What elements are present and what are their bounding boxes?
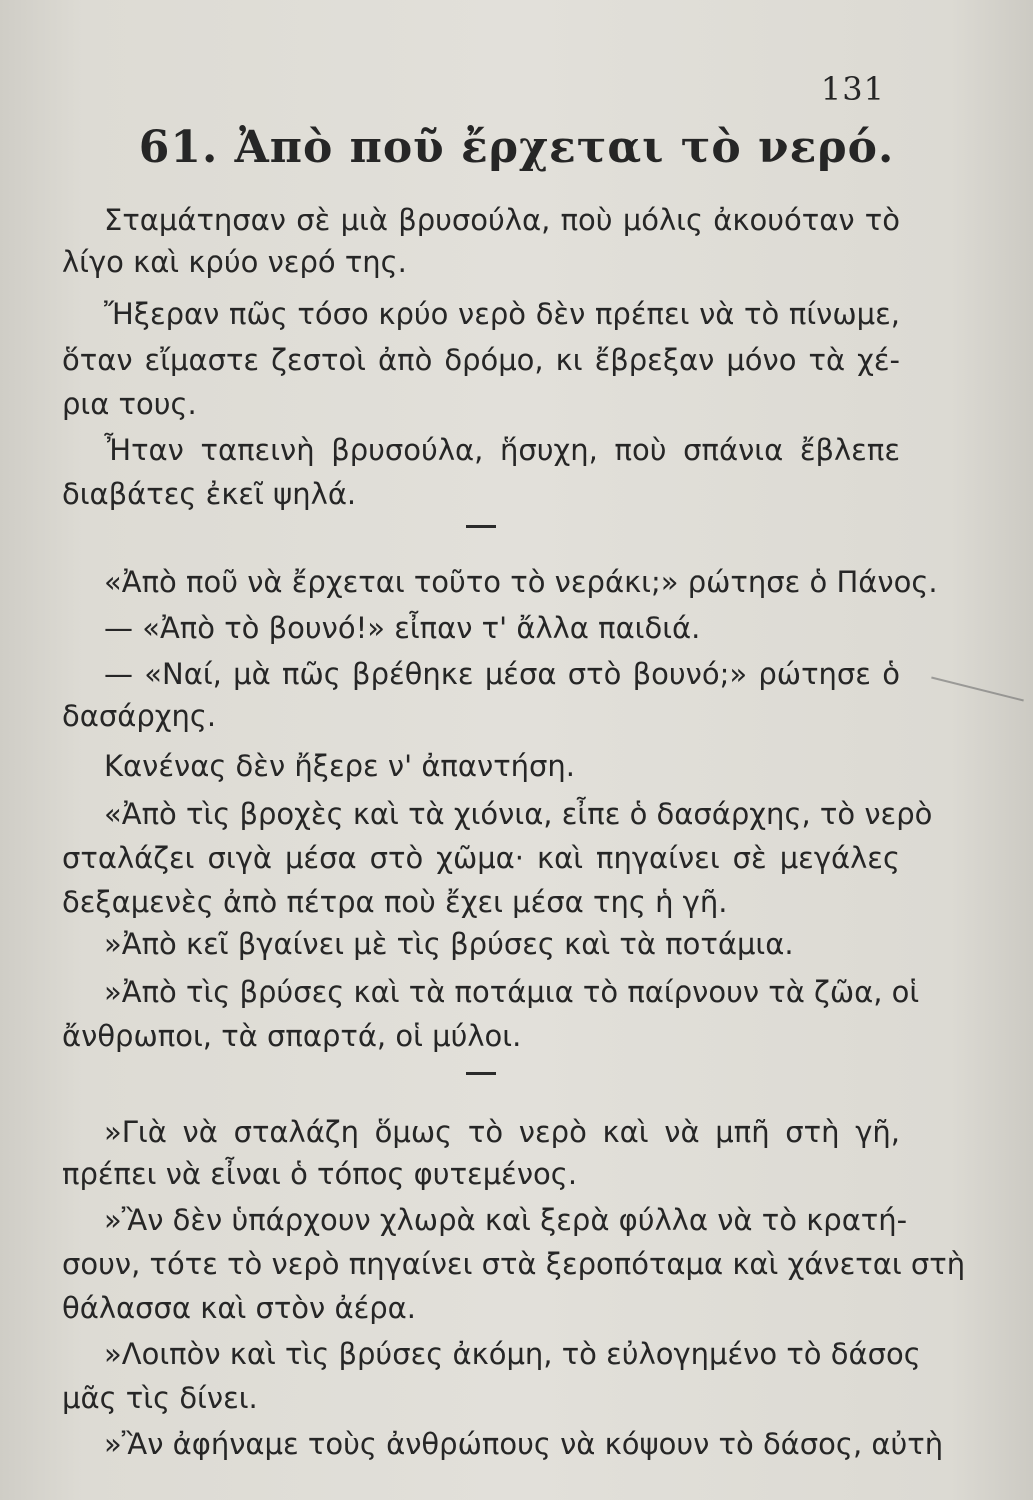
page-number: 131 [820,70,885,108]
text-line: Κανένας δὲν ἤξερε ν' ἀπαντήση. [104,749,576,783]
text-line: Σταμάτησαν σὲ μιὰ βρυσούλα, ποὺ μόλις ἀκουόταν τὸ [104,203,900,237]
text-line: Ἦταν ταπεινὴ βρυσούλα, ἥσυχη, ποὺ σπάνια ἔβλεπε [104,433,900,467]
text-line: διαβάτες ἐκεῖ ψηλά. [62,477,357,511]
chapter-heading: 61. Ἀπὸ ποῦ ἔρχεται τὸ νερό. [138,122,895,173]
text-line: »Γιὰ νὰ σταλάζη ὅμως τὸ νερὸ καὶ νὰ μπῆ στὴ γῆ, [104,1115,900,1149]
section-divider [466,525,496,528]
text-line: μᾶς τὶς δίνει. [62,1381,258,1415]
text-line: θάλασσα καὶ στὸν ἀέρα. [62,1291,417,1325]
text-line: »Ἀπὸ κεῖ βγαίνει μὲ τὶς βρύσες καὶ τὰ ποτάμια. [104,927,794,961]
text-line: — «Ναί, μὰ πῶς βρέθηκε μέσα στὸ βουνό;» ρώτησε ὁ [104,657,900,691]
section-divider [466,1072,496,1075]
text-line: σταλάζει σιγὰ μέσα στὸ χῶμα· καὶ πηγαίνει σὲ μεγάλες [62,841,900,875]
text-line: »Ἀπὸ τὶς βρύσες καὶ τὰ ποτάμια τὸ παίρνουν τὰ ζῶα, οἱ [104,975,920,1009]
text-line: Ἤξεραν πῶς τόσο κρύο νερὸ δὲν πρέπει νὰ τὸ πίνωμε, [104,297,900,331]
page-scratch-mark [931,677,1024,702]
text-line: »Λοιπὸν καὶ τὶς βρύσες ἀκόμη, τὸ εὐλογημένο τὸ δάσος [104,1337,921,1371]
text-line: »Ἂν ἀφήναμε τοὺς ἀνθρώπους νὰ κόψουν τὸ δάσος, αὐτὴ [104,1427,944,1461]
text-line: «Ἀπὸ ποῦ νὰ ἔρχεται τοῦτο τὸ νεράκι;» ρώτησε ὁ Πάνος. [104,565,938,599]
text-line: δασάρχης. [62,699,217,733]
text-line: δεξαμενὲς ἀπὸ πέτρα ποὺ ἔχει μέσα της ἡ γῆ. [62,885,728,919]
text-line: σουν, τότε τὸ νερὸ πηγαίνει στὰ ξεροπόταμα καὶ χάνεται στὴ [62,1247,966,1281]
text-line: λίγο καὶ κρύο νερό της. [62,245,407,279]
text-line: ἄνθρωποι, τὰ σπαρτά, οἱ μύλοι. [62,1019,522,1053]
text-line: — «Ἀπὸ τὸ βουνό!» εἶπαν τ' ἄλλα παιδιά. [104,611,701,645]
text-line: ὅταν εἴμαστε ζεστοὶ ἀπὸ δρόμο, κι ἔβρεξαν μόνο τὰ χέ- [62,343,900,377]
text-line: «Ἀπὸ τὶς βροχὲς καὶ τὰ χιόνια, εἶπε ὁ δασάρχης, τὸ νερὸ [104,797,933,831]
text-line: ρια τους. [62,387,197,421]
text-line: »Ἂν δὲν ὑπάρχουν χλωρὰ καὶ ξερὰ φύλλα νὰ τὸ κρατή- [104,1203,908,1237]
text-line: πρέπει νὰ εἶναι ὁ τόπος φυτεμένος. [62,1157,578,1191]
